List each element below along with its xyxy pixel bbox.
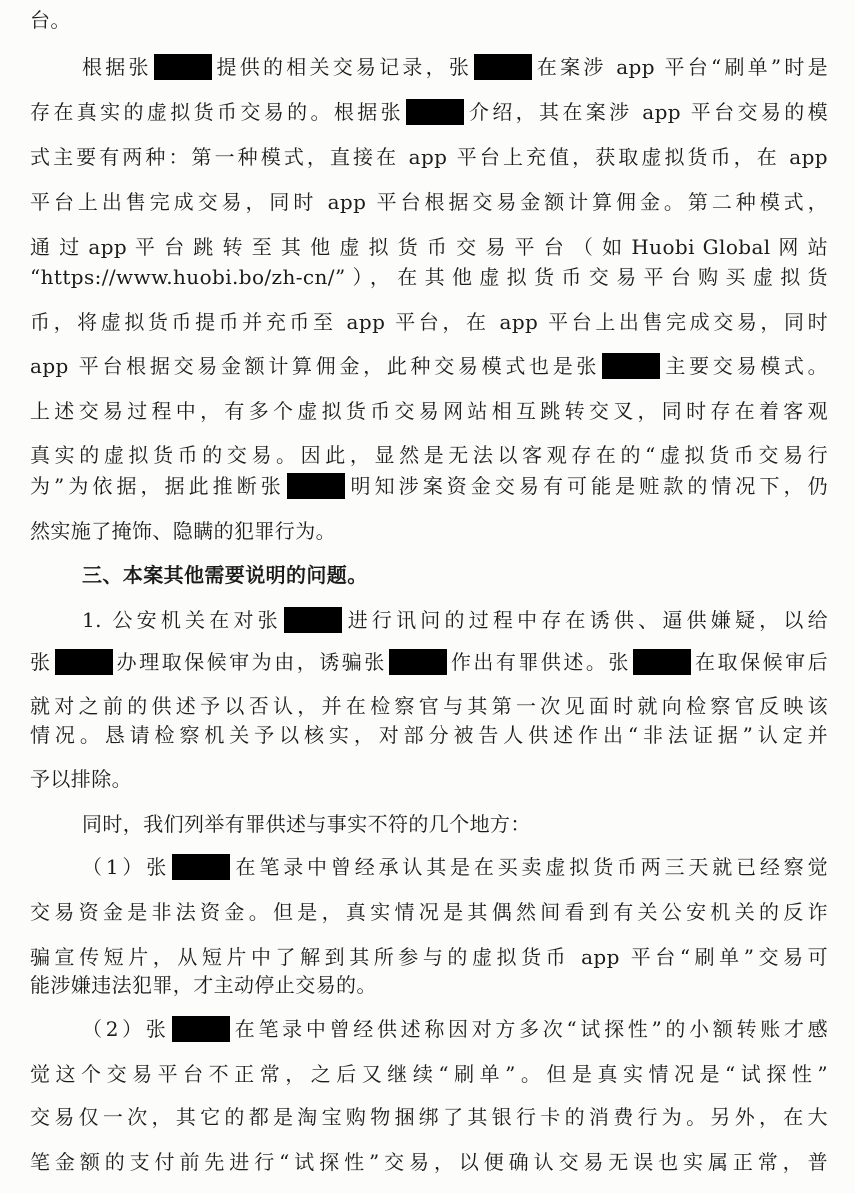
text-line: 交易资金是非法资金。但是，真实情况是其偶然间看到有关公安机关的反诈	[30, 900, 828, 924]
redaction-block	[602, 353, 660, 379]
redaction-block	[154, 54, 212, 80]
text-line: 平台上出售完成交易，同时 app 平台根据交易金额计算佣金。第二种模式，	[30, 190, 828, 214]
text-line: 交易仅一次，其它的都是淘宝购物捆绑了其银行卡的消费行为。另外，在大	[30, 1105, 828, 1129]
text-line: “https://www.huobi.bo/zh-cn/”），在其他虚拟货币交易平台购买虚拟货	[30, 265, 828, 289]
redaction-block	[284, 607, 342, 633]
redaction-block	[389, 649, 447, 675]
text-line: 情况。恳请检察机关予以核实，对部分被告人供述作出“非法证据”认定并	[30, 723, 828, 747]
text-line: app 平台根据交易金额计算佣金，此种交易模式也是张 主要交易模式。	[30, 354, 828, 378]
text-line: 真实的虚拟货币的交易。因此，显然是无法以客观存在的“虚拟货币交易行	[30, 443, 828, 467]
text-line: 予以排除。	[30, 767, 132, 791]
redaction-block	[172, 1016, 230, 1042]
redaction-block	[633, 649, 691, 675]
text-line: 为”为依据，据此推断张 明知涉案资金交易有可能是赃款的情况下，仍	[30, 474, 829, 498]
text-line: （2）张 在笔录中曾经供述称因对方多次“试探性”的小额转账才感	[82, 1017, 828, 1041]
text-line: 然实施了掩饰、隐瞒的犯罪行为。	[30, 519, 336, 543]
text-line: 张 办理取保候审为由，诱骗张 作出有罪供述。张 在取保候审后	[30, 650, 828, 674]
text-line: 就对之前的供述予以否认，并在检察官与其第一次见面时就向检察官反映该	[30, 694, 828, 718]
text-line: 根据张 提供的相关交易记录，张 在案涉 app 平台“刷单”时是	[82, 55, 829, 79]
text-line: 台。	[30, 8, 71, 32]
text-line: 骗宣传短片，从短片中了解到其所参与的虚拟货币 app 平台“刷单”交易可	[30, 945, 828, 969]
text-line: 笔金额的支付前先进行“试探性”交易，以便确认交易无误也实属正常，普	[30, 1150, 828, 1174]
text-line: 同时，我们列举有罪供述与事实不符的几个地方：	[82, 812, 531, 836]
redaction-block	[287, 473, 345, 499]
text-line: 1. 公安机关在对张 进行讯问的过程中存在诱供、逼供嫌疑，以给	[82, 608, 828, 632]
text-line: 上述交易过程中，有多个虚拟货币交易网站相互跳转交叉，同时存在着客观	[30, 399, 828, 423]
text-line: 存在真实的虚拟货币交易的。根据张 介绍，其在案涉 app 平台交易的模	[30, 100, 828, 124]
redaction-block	[474, 54, 532, 80]
redaction-block	[55, 649, 113, 675]
text-line: （1）张 在笔录中曾经承认其是在买卖虚拟货币两三天就已经察觉	[82, 855, 829, 879]
section-heading: 三、本案其他需要说明的问题。	[82, 563, 368, 587]
text-line: 能涉嫌违法犯罪，才主动停止交易的。	[30, 973, 377, 997]
text-line: 通 过 app 平 台 跳 转 至 其 他 虚 拟 货 币 交 易 平 台 （ 如 Huobi Global 网 站	[30, 235, 828, 259]
redaction-block	[406, 99, 464, 125]
redaction-block	[172, 854, 230, 880]
text-line: 币，将虚拟货币提币并充币至 app 平台，在 app 平台上出售完成交易，同时	[30, 310, 828, 334]
text-line: 觉这个交易平台不正常，之后又继续“刷单”。但是真实情况是“试探性”	[30, 1062, 828, 1086]
text-line: 式主要有两种：第一种模式，直接在 app 平台上充值，获取虚拟货币，在 app	[30, 145, 828, 169]
